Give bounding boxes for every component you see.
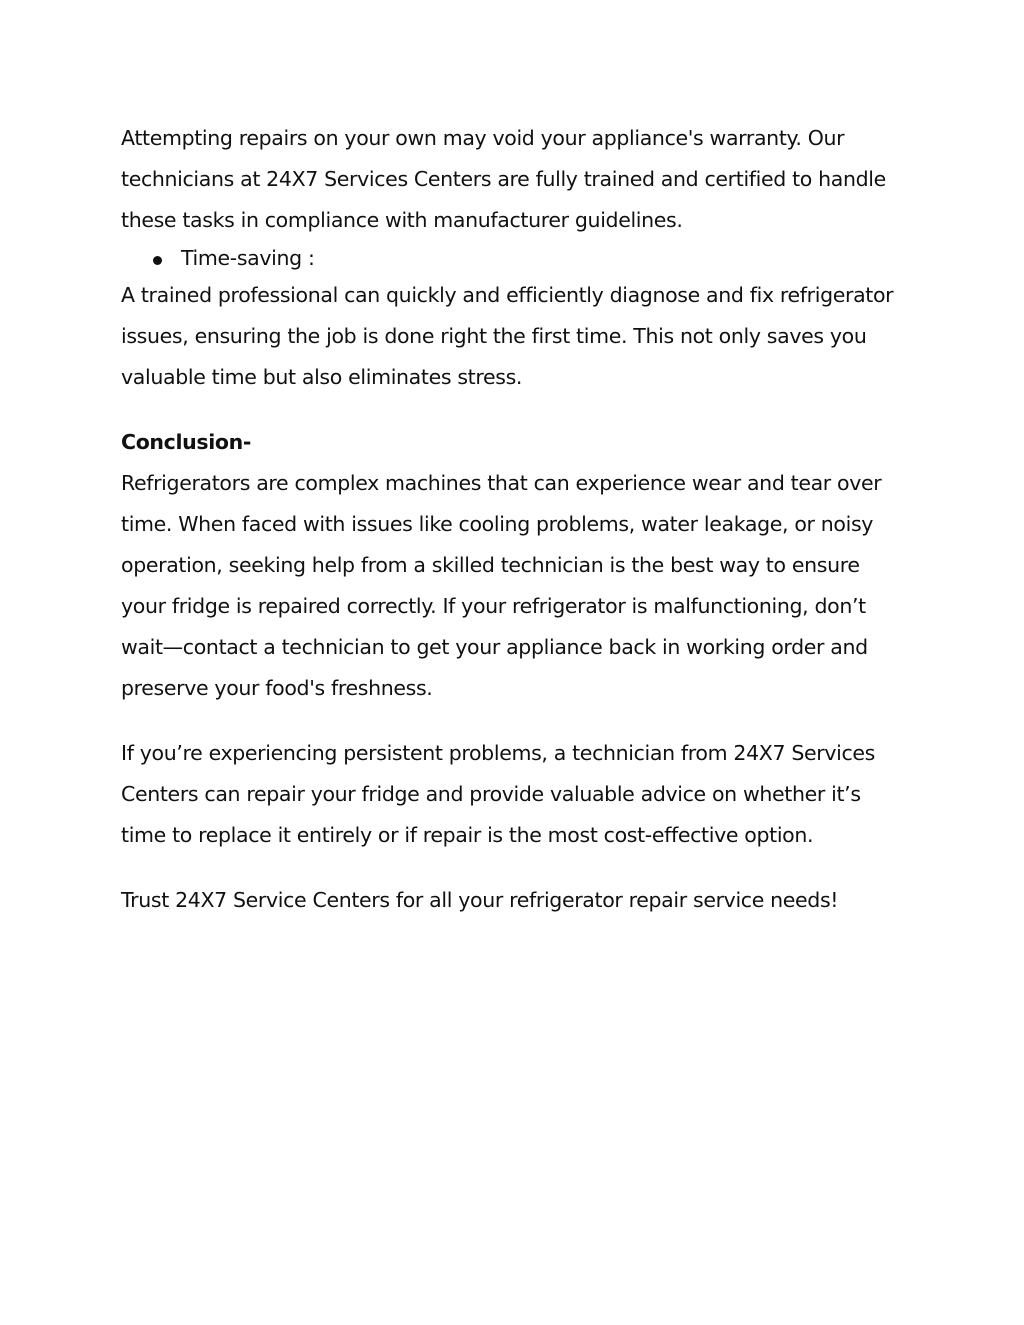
warranty-paragraph: Attempting repairs on your own may void your appliance's warranty. Our technicians at 24X7 Services Centers are fully trained and certified to handle these tasks in compliance with manufacturer guidelines. [121, 126, 886, 232]
persistent-problems-paragraph: If you’re experiencing persistent problems, a technician from 24X7 Services Centers can repair your fridge and provide valuable advice on whether it’s time to replace it entirely or if repair is the most cost-effective option. [121, 741, 875, 847]
closing-line: Trust 24X7 Service Centers for all your refrigerator repair service needs! [121, 888, 839, 912]
bullet-dot-icon [153, 256, 162, 265]
conclusion-paragraph: Refrigerators are complex machines that can experience wear and tear over time. When faced with issues like cooling problems, water leakage, or noisy operation, seeking help from a skilled technician is the best way to ensure your fridge is repaired correctly. If your refrigerator is malfunctioning, don’t wait—contact a technician to get your appliance back in working order and preserve your food's freshness. [121, 471, 882, 700]
document-body [121, 118, 901, 921]
bullet-label: Time-saving : [181, 246, 315, 270]
time-saving-paragraph: A trained professional can quickly and efficiently diagnose and fix refrigerator issues, ensuring the job is done right the first time. This not only saves you valuable time but also eliminates stress. [121, 283, 894, 389]
conclusion-heading: Conclusion- [121, 430, 252, 454]
bullet-item-time-saving [121, 241, 901, 275]
